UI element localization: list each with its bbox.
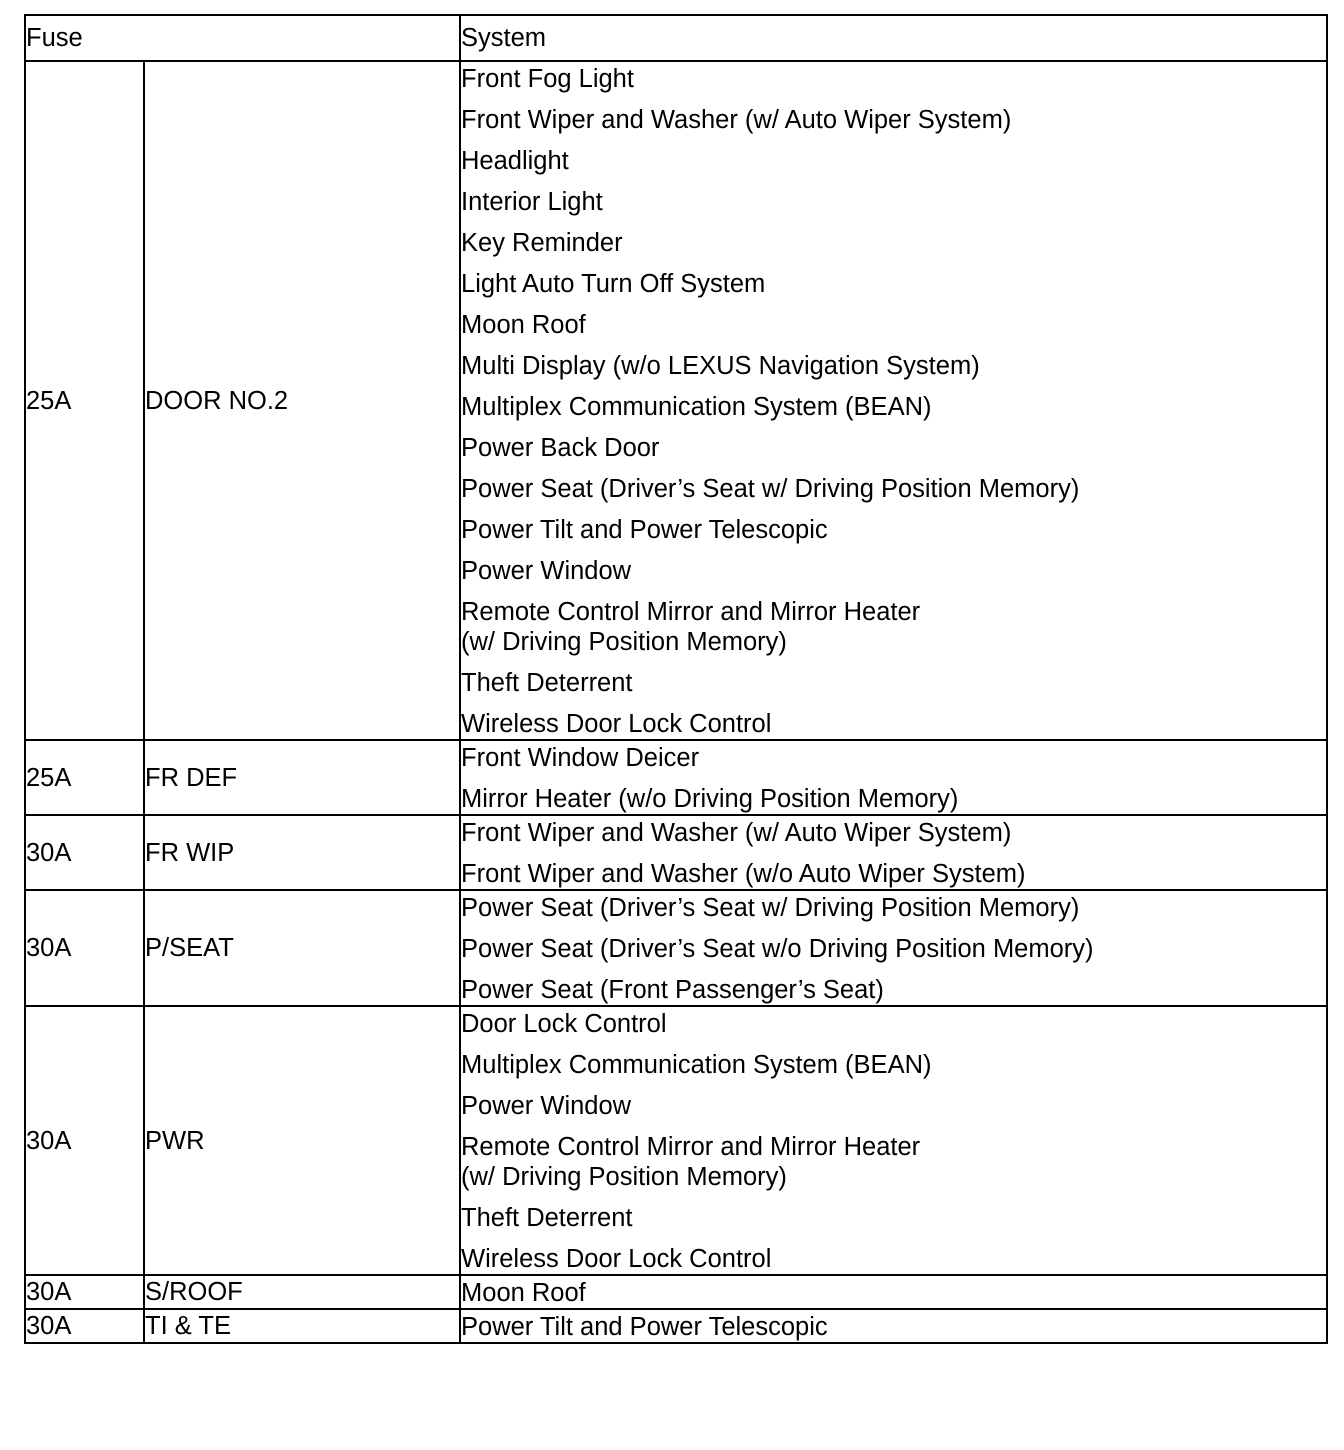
system-item: Theft Deterrent (461, 669, 633, 697)
fuse-name: FR DEF (144, 740, 460, 815)
system-item: Wireless Door Lock Control (461, 1245, 772, 1273)
fuse-name: S/ROOF (144, 1275, 460, 1309)
system-item: Door Lock Control (461, 1010, 667, 1038)
system-item: Multiplex Communication System (BEAN) (461, 393, 932, 421)
system-list (460, 1309, 1327, 1343)
system-item: Multiplex Communication System (BEAN) (461, 1051, 932, 1079)
table-row (25, 1309, 1327, 1343)
fuse-name: P/SEAT (144, 890, 460, 1006)
fuse-name: PWR (144, 1006, 460, 1275)
system-item: Front Wiper and Washer (w/ Auto Wiper System) (461, 819, 1012, 847)
system-item: Wireless Door Lock Control (461, 710, 772, 738)
system-item: Power Back Door (461, 434, 660, 462)
system-item: Light Auto Turn Off System (461, 270, 766, 298)
fuse-column-header: Fuse (25, 15, 460, 61)
system-item: Front Window Deicer (461, 744, 700, 772)
system-item: Power Seat (Driver’s Seat w/ Driving Position Memory) (461, 475, 1080, 503)
system-item: Power Seat (Front Passenger’s Seat) (461, 976, 884, 1004)
system-item: Moon Roof (461, 311, 586, 339)
system-item: Interior Light (461, 188, 603, 216)
system-item: Power Tilt and Power Telescopic (461, 516, 828, 544)
fuse-amperage: 30A (25, 815, 144, 890)
table-row (25, 61, 1327, 740)
system-item: Headlight (461, 147, 569, 175)
system-item: Multi Display (w/o LEXUS Navigation System) (461, 352, 980, 380)
fuse-amperage: 25A (25, 61, 144, 740)
system-item: Key Reminder (461, 229, 623, 257)
system-column-header: System (460, 15, 1327, 61)
system-item: Power Seat (Driver’s Seat w/o Driving Position Memory) (461, 935, 1094, 963)
system-item: Front Fog Light (461, 65, 634, 93)
system-list (460, 890, 1327, 1006)
system-list (460, 1006, 1327, 1275)
fuse-amperage: 25A (25, 740, 144, 815)
fuse-table-body (25, 61, 1327, 1343)
fuse-amperage: 30A (25, 1275, 144, 1309)
table-row (25, 1275, 1327, 1309)
fuse-amperage: 30A (25, 1006, 144, 1275)
system-item: Remote Control Mirror and Mirror Heater (w/ Driving Position Memory) (461, 1133, 921, 1191)
table-row (25, 740, 1327, 815)
system-list (460, 1275, 1327, 1309)
system-list (460, 61, 1327, 740)
system-item: Power Window (461, 557, 632, 585)
system-item: Mirror Heater (w/o Driving Position Memory) (461, 785, 959, 813)
system-item: Power Tilt and Power Telescopic (461, 1313, 828, 1341)
fuse-name: TI & TE (144, 1309, 460, 1343)
table-row (25, 815, 1327, 890)
system-item: Theft Deterrent (461, 1204, 633, 1232)
header-row (25, 15, 1327, 61)
system-list (460, 815, 1327, 890)
system-list (460, 740, 1327, 815)
system-item: Power Window (461, 1092, 632, 1120)
fuse-table (24, 14, 1328, 1344)
table-row (25, 890, 1327, 1006)
system-item: Front Wiper and Washer (w/o Auto Wiper System) (461, 860, 1026, 888)
system-item: Moon Roof (461, 1279, 586, 1307)
system-item: Power Seat (Driver’s Seat w/ Driving Position Memory) (461, 894, 1080, 922)
fuse-amperage: 30A (25, 890, 144, 1006)
table-row (25, 1006, 1327, 1275)
fuse-name: FR WIP (144, 815, 460, 890)
system-item: Remote Control Mirror and Mirror Heater (w/ Driving Position Memory) (461, 598, 921, 656)
fuse-name: DOOR NO.2 (144, 61, 460, 740)
system-item: Front Wiper and Washer (w/ Auto Wiper System) (461, 106, 1012, 134)
fuse-amperage: 30A (25, 1309, 144, 1343)
